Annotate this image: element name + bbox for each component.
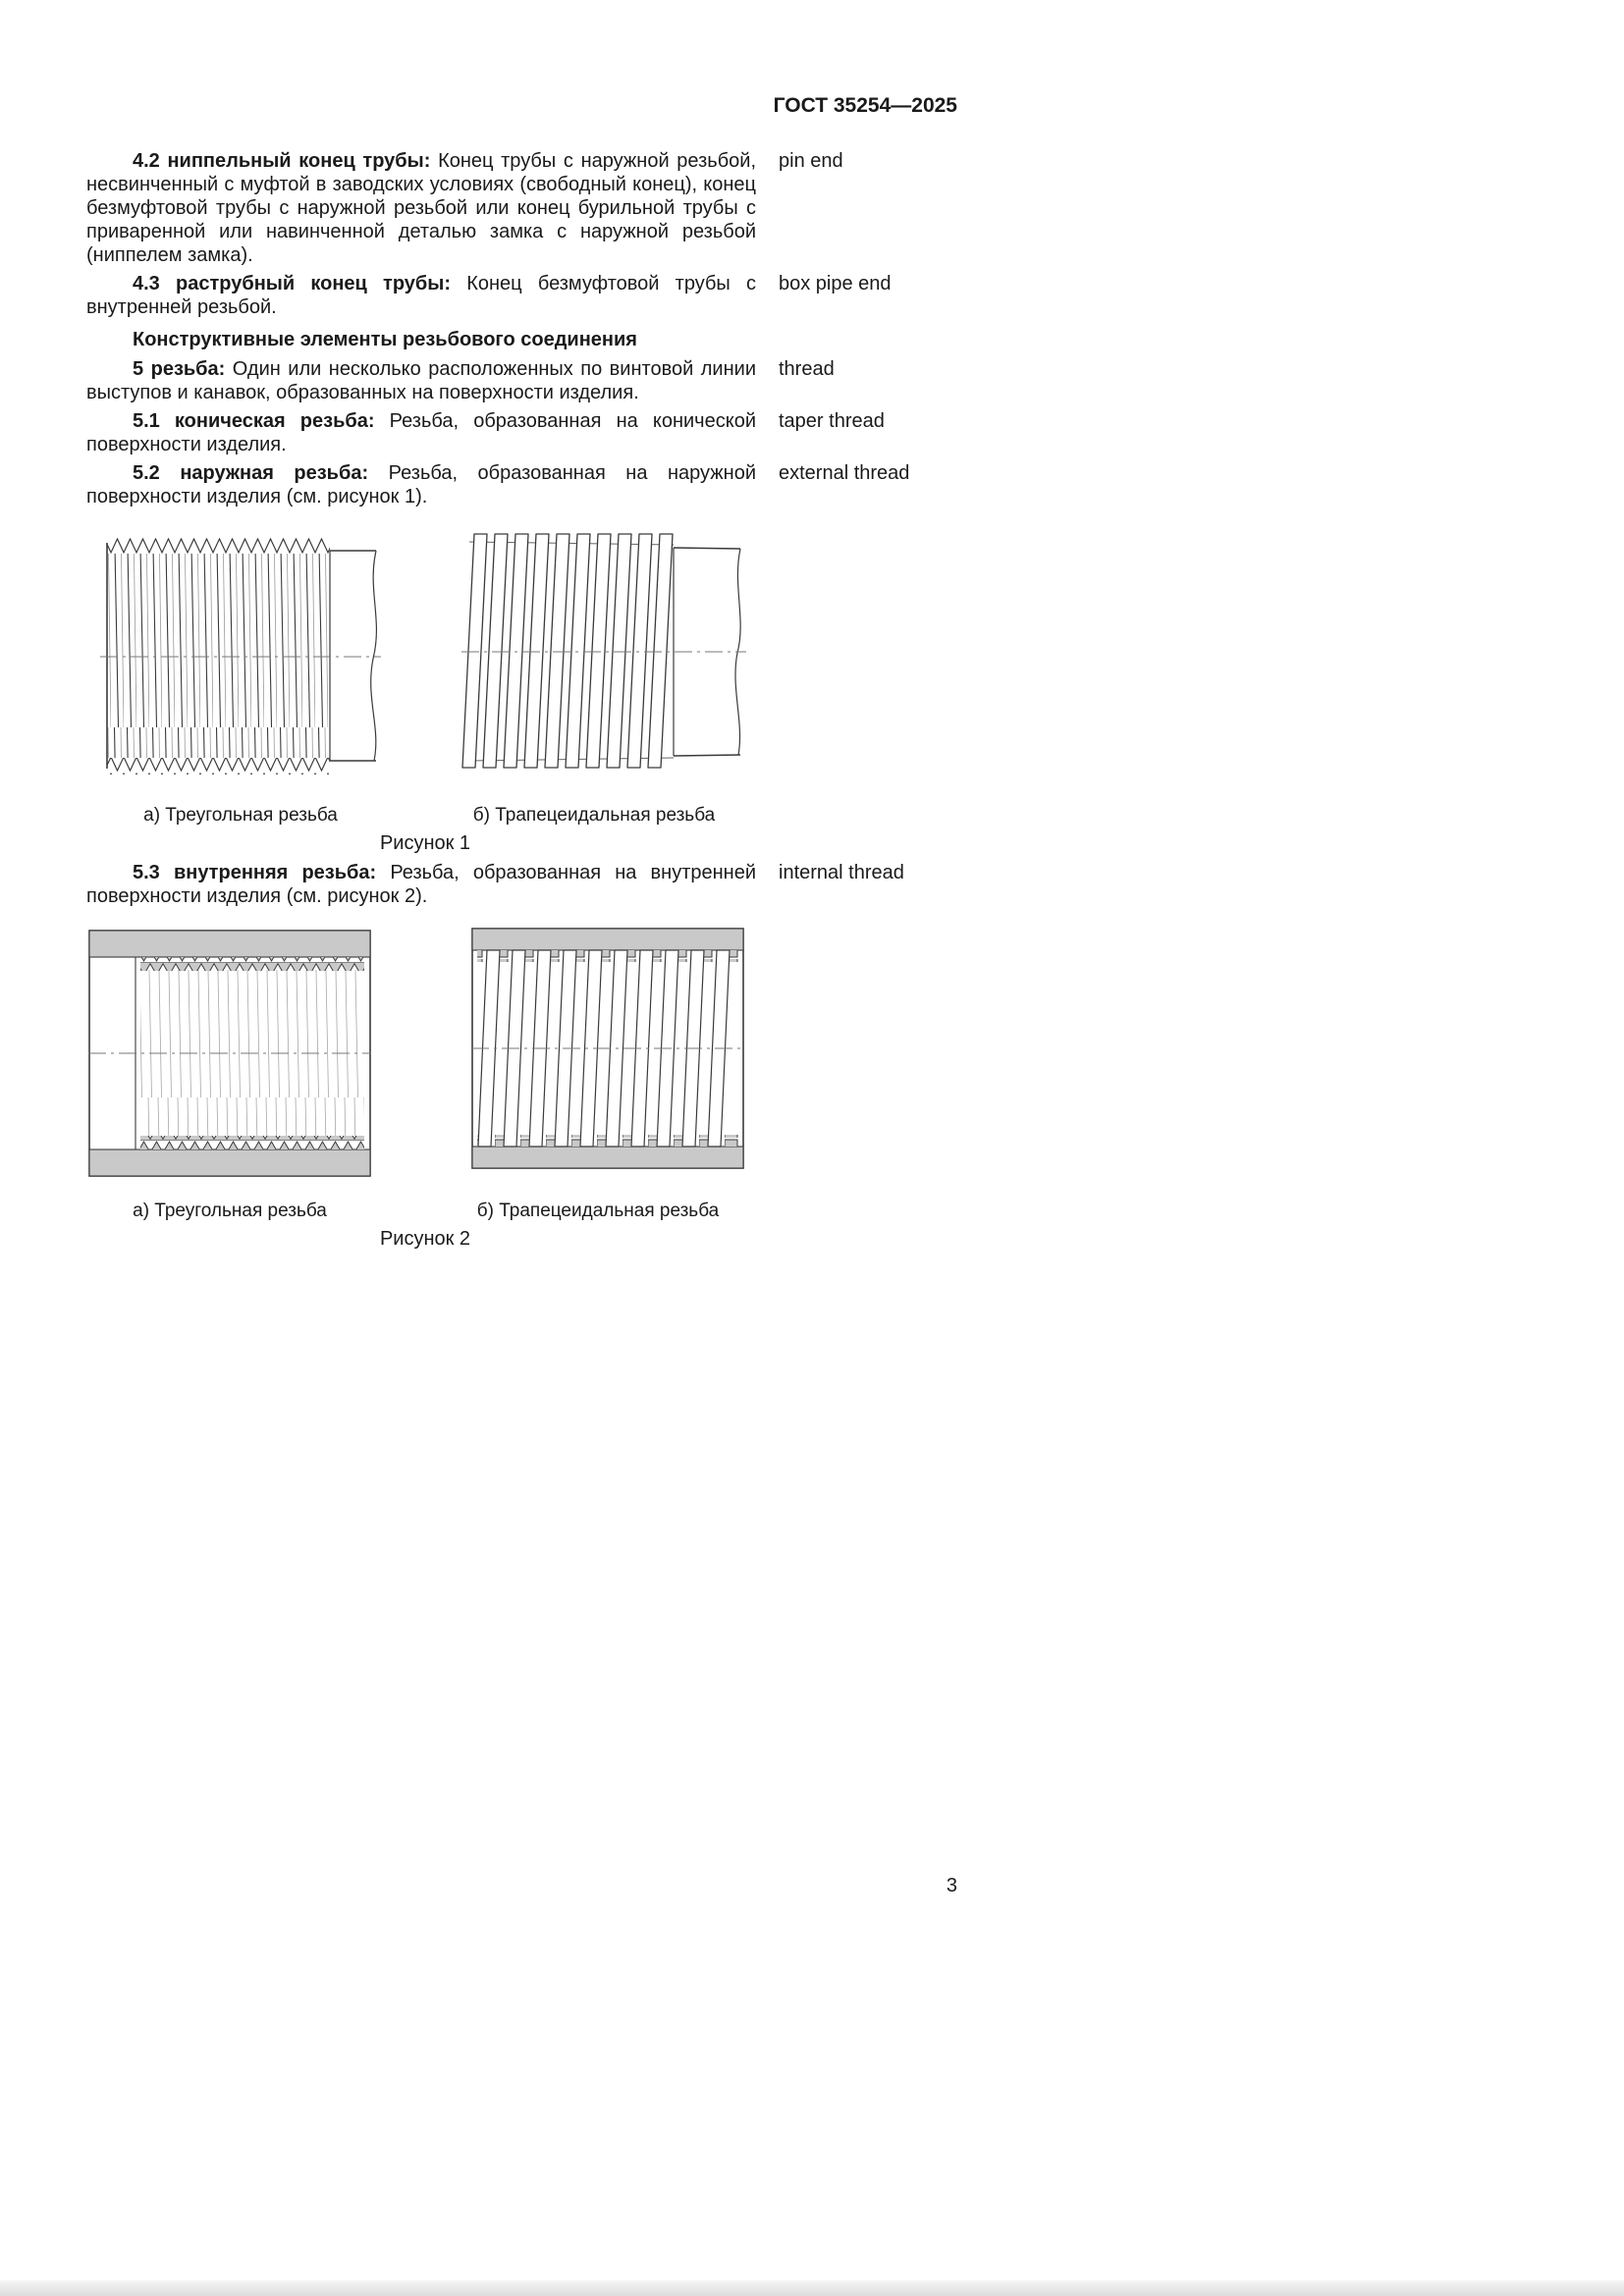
definition-text: Резьба, образованная на конической поверхности изделия.	[86, 410, 756, 455]
external-trapezoidal-thread-drawing	[460, 521, 748, 783]
figure2-label-b: б) Трапецеидальная резьба	[476, 1201, 720, 1221]
definition-text: Резьба, образованная на внутренней поверхности изделия (см. рисунок 2).	[86, 862, 756, 907]
margin-note: external thread	[779, 462, 910, 484]
definition-paragraph	[86, 861, 756, 908]
term-text: 5.2 наружная резьба:	[133, 462, 369, 484]
definition-text: Конец безмуфтовой трубы с внутренней резьбой.	[86, 273, 756, 318]
term-text: 5.3 внутренняя резьба:	[133, 862, 377, 883]
term-text: 5.1 коническая резьба:	[133, 410, 375, 432]
definition-text: Конец трубы с наружной резьбой, несвинченный с муфтой в заводских условиях (свободный конец), конец безмуфтовой трубы с наружной резьбой или конец бурильной трубы с приваренной или навинченной деталью замка с наружной резьбой (ниппелем замка).	[86, 150, 756, 266]
definition-row-5-3	[86, 861, 957, 913]
scan-artifact-bar	[0, 2280, 1624, 2296]
figure2-label-a: а) Треугольная резьба	[133, 1201, 327, 1221]
margin-note: internal thread	[779, 862, 904, 883]
definition-row-5-1	[86, 409, 957, 461]
term-text: 4.2 ниппельный конец трубы:	[133, 150, 431, 172]
section-subheading: Конструктивные элементы резьбового соединения	[133, 329, 637, 350]
definition-text: Резьба, образованная на наружной поверхности изделия (см. рисунок 1).	[86, 462, 756, 507]
figure1-labels	[86, 804, 764, 828]
definition-row-4-2	[86, 149, 957, 272]
margin-note: taper thread	[779, 410, 885, 432]
document-body	[86, 149, 957, 1256]
margin-note: pin end	[779, 150, 843, 172]
figure1-label-b: б) Трапецеидальная резьба	[472, 805, 716, 826]
figure1-label-a: а) Треугольная резьба	[143, 805, 338, 826]
definition-paragraph	[86, 461, 756, 508]
figure1-drawings	[86, 521, 764, 790]
definition-row-5-2	[86, 461, 957, 513]
doc-number: ГОСТ 35254—2025	[773, 94, 957, 117]
definition-paragraph	[86, 149, 756, 267]
definition-row-5	[86, 357, 957, 409]
external-triangular-thread-drawing	[98, 521, 383, 790]
term-text: 4.3 раструбный конец трубы:	[133, 273, 452, 294]
term-text: 5 резьба:	[133, 358, 226, 380]
internal-trapezoidal-thread-drawing	[469, 921, 746, 1176]
figure1-caption: Рисунок 1	[379, 832, 471, 854]
definition-row-4-3	[86, 272, 957, 324]
figure2-labels	[86, 1200, 764, 1223]
definition-paragraph	[86, 272, 756, 319]
figure-2	[86, 921, 764, 1251]
margin-note: thread	[779, 358, 835, 380]
definition-paragraph	[86, 409, 756, 456]
figure2-drawings	[86, 921, 764, 1186]
figure-1	[86, 521, 764, 855]
definition-paragraph	[86, 357, 756, 404]
internal-triangular-thread-drawing	[86, 921, 373, 1186]
figure2-caption: Рисунок 2	[379, 1228, 471, 1250]
definition-text: Один или несколько расположенных по винтовой линии выступов и канавок, образованных на поверхности изделия.	[86, 358, 756, 403]
page-number: 3	[946, 1875, 957, 1896]
margin-note: box pipe end	[779, 273, 892, 294]
